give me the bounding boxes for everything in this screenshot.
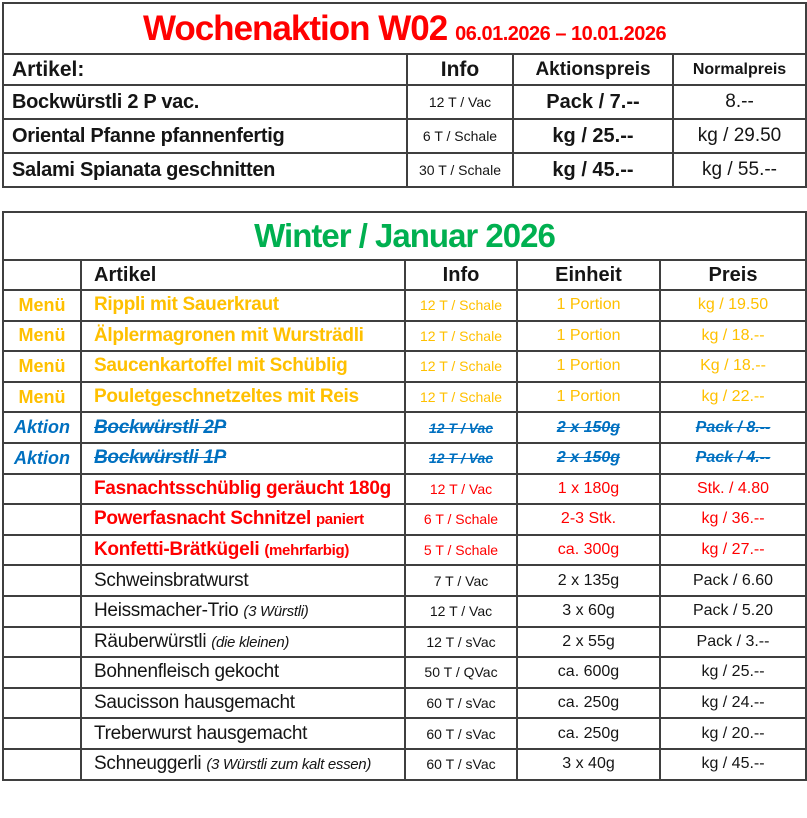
article-name: Schneuggerli [94, 753, 202, 775]
article-cell [81, 351, 405, 382]
article-cell [81, 504, 405, 535]
aktionspreis-cell: Pack / 7.-- [513, 85, 673, 119]
article-cell [81, 474, 405, 505]
article-name: Bockwürstli 2P [94, 416, 227, 438]
unit-cell: ca. 250g [517, 688, 660, 719]
article-cell [81, 290, 405, 321]
winter-col-header-artikel: Artikel [81, 260, 405, 290]
article-name: Älplermagronen mit Wursträdli [94, 324, 364, 346]
price-cell: kg / 19.50 [660, 290, 806, 321]
promo-date-range: 06.01.2026 – 10.01.2026 [455, 22, 667, 45]
unit-cell: 2 x 55g [517, 627, 660, 658]
price-cell: kg / 36.-- [660, 504, 806, 535]
unit-cell: 3 x 60g [517, 596, 660, 627]
info-cell: 12 T / sVac [405, 627, 517, 658]
table-row [3, 688, 806, 719]
unit-cell: ca. 300g [517, 535, 660, 566]
menu-tag: Menü [3, 382, 81, 413]
price-cell: kg / 27.-- [660, 535, 806, 566]
info-cell: 12 T / Vac [405, 474, 517, 505]
promo-header-row [3, 54, 806, 85]
table-row [3, 657, 806, 688]
normalpreis-cell: 8.-- [673, 85, 806, 119]
article-cell [81, 718, 405, 749]
unit-cell: 2 x 135g [517, 565, 660, 596]
article-cell [81, 657, 405, 688]
info-cell: 50 T / QVac [405, 657, 517, 688]
article-cell [81, 688, 405, 719]
row-tag [3, 718, 81, 749]
menu-tag: Menü [3, 290, 81, 321]
winter-table [2, 211, 807, 781]
price-cell: Pack / 8.-- [660, 412, 806, 443]
article-name: Bohnenfleisch gekocht [94, 661, 279, 683]
row-tag [3, 565, 81, 596]
price-cell: Stk. / 4.80 [660, 474, 806, 505]
article-name: Rippli mit Sauerkraut [94, 294, 279, 316]
article-cell: Salami Spianata geschnitten [3, 153, 407, 187]
article-cell [81, 382, 405, 413]
info-cell: 60 T / sVac [405, 749, 517, 780]
unit-cell: 1 Portion [517, 290, 660, 321]
unit-cell: 3 x 40g [517, 749, 660, 780]
table-row [3, 85, 806, 119]
price-cell: kg / 18.-- [660, 321, 806, 352]
table-row [3, 382, 806, 413]
table-row [3, 718, 806, 749]
price-cell: kg / 25.-- [660, 657, 806, 688]
article-cell: Bockwürstli 2 P vac. [3, 85, 407, 119]
article-cell [81, 565, 405, 596]
info-cell: 12 T / Schale [405, 351, 517, 382]
info-cell: 12 T / Vac [407, 85, 513, 119]
promo-col-header-info: Info [407, 54, 513, 85]
info-cell: 60 T / sVac [405, 688, 517, 719]
promo-col-header-normalpreis: Normalpreis [673, 54, 806, 85]
unit-cell: 2 x 150g [517, 412, 660, 443]
info-cell: 5 T / Schale [405, 535, 517, 566]
info-cell: 60 T / sVac [405, 718, 517, 749]
article-note: (3 Würstli zum kalt essen) [206, 756, 372, 774]
unit-cell: 1 Portion [517, 382, 660, 413]
winter-title-cell [3, 212, 806, 260]
promo-col-header-artikel: Artikel: [3, 54, 407, 85]
table-row [3, 474, 806, 505]
info-cell: 6 T / Schale [405, 504, 517, 535]
row-tag [3, 657, 81, 688]
article-name: Heissmacher-Trio [94, 600, 239, 622]
price-cell: Pack / 3.-- [660, 627, 806, 658]
table-row [3, 535, 806, 566]
article-name: Konfetti-Brätkügeli [94, 539, 260, 561]
info-cell: 12 T / Vac [405, 596, 517, 627]
article-name: Saucenkartoffel mit Schüblig [94, 355, 348, 377]
winter-title: Winter / Januar 2026 [254, 217, 555, 254]
info-cell: 12 T / Vac [405, 412, 517, 443]
article-cell: Oriental Pfanne pfannenfertig [3, 119, 407, 153]
row-tag [3, 749, 81, 780]
price-cell: Pack / 4.-- [660, 443, 806, 474]
aktionspreis-cell: kg / 25.-- [513, 119, 673, 153]
winter-title-row [3, 212, 806, 260]
menu-tag: Menü [3, 351, 81, 382]
info-cell: 6 T / Schale [407, 119, 513, 153]
aktionspreis-cell: kg / 45.-- [513, 153, 673, 187]
winter-col-header-preis: Preis [660, 260, 806, 290]
table-row [3, 351, 806, 382]
winter-col-header-info: Info [405, 260, 517, 290]
article-name: Räuberwürstli [94, 630, 207, 652]
table-row [3, 749, 806, 780]
article-note: (mehrfarbig) [264, 542, 350, 560]
price-cell: Pack / 6.60 [660, 565, 806, 596]
price-cell: kg / 24.-- [660, 688, 806, 719]
table-row [3, 596, 806, 627]
info-cell: 12 T / Schale [405, 321, 517, 352]
menu-tag: Menü [3, 321, 81, 352]
table-row [3, 119, 806, 153]
promo-title: Wochenaktion W02 [142, 8, 448, 48]
price-cell: Pack / 5.20 [660, 596, 806, 627]
table-row [3, 443, 806, 474]
normalpreis-cell: kg / 29.50 [673, 119, 806, 153]
info-cell: 12 T / Schale [405, 290, 517, 321]
article-name: Bockwürstli 1P [94, 447, 227, 469]
article-name: Saucisson hausgemacht [94, 692, 295, 714]
price-cell: kg / 20.-- [660, 718, 806, 749]
row-tag [3, 535, 81, 566]
article-cell [81, 412, 405, 443]
article-name: Treberwurst hausgemacht [94, 722, 308, 744]
unit-cell: 2 x 150g [517, 443, 660, 474]
table-row [3, 412, 806, 443]
article-cell [81, 627, 405, 658]
unit-cell: 1 Portion [517, 321, 660, 352]
article-name: Powerfasnacht Schnitzel [94, 508, 311, 530]
row-tag [3, 688, 81, 719]
article-name: Pouletgeschnetzeltes mit Reis [94, 386, 359, 408]
unit-cell: ca. 600g [517, 657, 660, 688]
article-note: (3 Würstli) [243, 603, 309, 621]
winter-header-row [3, 260, 806, 290]
promo-title-row [3, 3, 806, 54]
price-cell: kg / 22.-- [660, 382, 806, 413]
info-cell: 12 T / Schale [405, 382, 517, 413]
article-cell [81, 749, 405, 780]
table-row [3, 290, 806, 321]
article-note: (die kleinen) [211, 633, 290, 651]
table-row [3, 565, 806, 596]
article-name: Schweinsbratwurst [94, 569, 249, 591]
price-cell: kg / 45.-- [660, 749, 806, 780]
table-row [3, 321, 806, 352]
table-row [3, 504, 806, 535]
table-row [3, 153, 806, 187]
article-cell [81, 596, 405, 627]
info-cell: 7 T / Vac [405, 565, 517, 596]
table-row [3, 627, 806, 658]
unit-cell: 1 Portion [517, 351, 660, 382]
unit-cell: 2-3 Stk. [517, 504, 660, 535]
winter-col-header-tag [3, 260, 81, 290]
article-cell [81, 321, 405, 352]
normalpreis-cell: kg / 55.-- [673, 153, 806, 187]
article-cell [81, 443, 405, 474]
article-name: Fasnachtsschüblig geräucht 180g [94, 477, 391, 499]
article-cell [81, 535, 405, 566]
winter-col-header-einheit: Einheit [517, 260, 660, 290]
row-tag [3, 474, 81, 505]
row-tag [3, 596, 81, 627]
promo-table [2, 2, 807, 188]
unit-cell: ca. 250g [517, 718, 660, 749]
row-tag [3, 627, 81, 658]
price-cell: Kg / 18.-- [660, 351, 806, 382]
aktion-tag: Aktion [3, 412, 81, 443]
aktion-tag: Aktion [3, 443, 81, 474]
info-cell: 30 T / Schale [407, 153, 513, 187]
promo-col-header-aktionspreis: Aktionspreis [513, 54, 673, 85]
unit-cell: 1 x 180g [517, 474, 660, 505]
promo-title-cell [3, 3, 806, 54]
info-cell: 12 T / Vac [405, 443, 517, 474]
row-tag [3, 504, 81, 535]
article-note: paniert [315, 511, 364, 529]
